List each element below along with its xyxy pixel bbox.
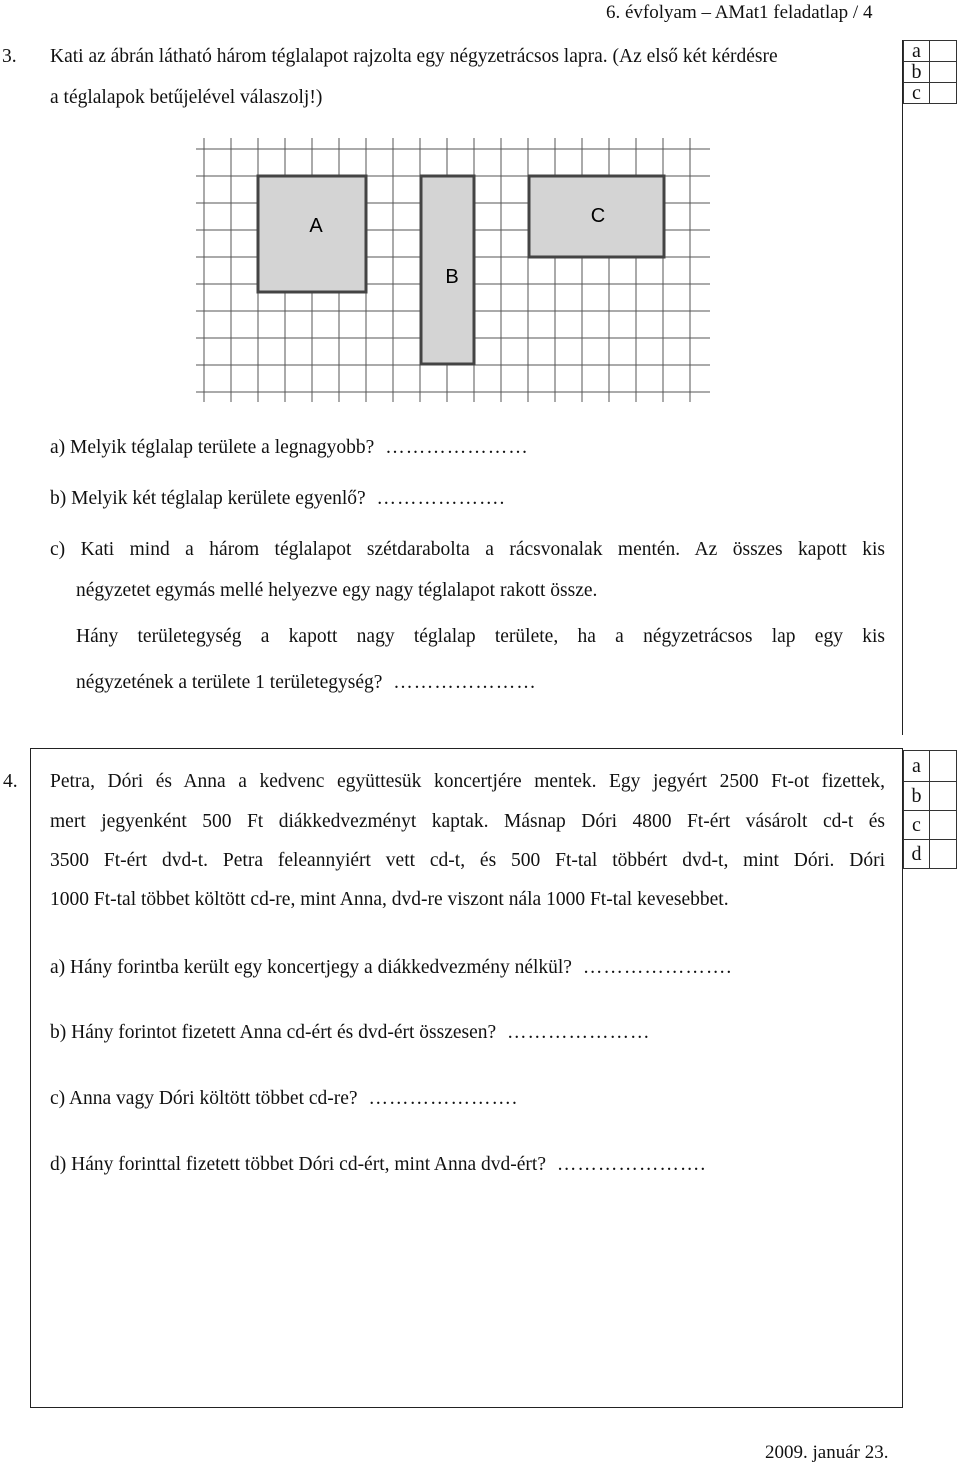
task4-answer-a-blank[interactable]: …………………. xyxy=(582,957,733,978)
task3-question-a xyxy=(50,437,529,459)
score-label-c: c xyxy=(904,83,930,104)
score-cell xyxy=(930,41,957,62)
rectangle-c-label: C xyxy=(590,205,606,227)
score-label-c: c xyxy=(904,811,930,840)
task4-question-d xyxy=(50,1154,706,1176)
score-cell xyxy=(930,83,957,104)
score-cell xyxy=(930,811,957,840)
score-cell xyxy=(930,751,957,782)
task3-question-c-line4-text: négyzetének a területe 1 területegység? xyxy=(76,672,383,693)
task3-intro-line1: Kati az ábrán látható három téglalapot rajzolta egy négyzetrácsos lapra. (Az első két kérdésre xyxy=(50,46,778,67)
task4-text-line4: 1000 Ft-tal többet költött cd-re, mint Anna, dvd-re viszont nála 1000 Ft-tal kevesebbet. xyxy=(50,889,729,910)
task4-question-c xyxy=(50,1088,518,1110)
rectangles-grid-figure xyxy=(196,138,710,402)
task4-question-c-text: c) Anna vagy Dóri költött többet cd-re? xyxy=(50,1088,358,1109)
task4-answer-d-blank[interactable]: …………………. xyxy=(556,1154,707,1175)
task3-question-c-line4 xyxy=(76,672,537,694)
task3-answer-c-blank[interactable]: ………………… xyxy=(393,672,537,693)
rectangle-a-label: A xyxy=(309,215,323,237)
task3-question-c-line3: Hány területegység a kapott nagy téglalap területe, ha a négyzetrácsos lap egy kis xyxy=(76,626,885,647)
score-cell xyxy=(930,782,957,811)
page-footer: 2009. január 23. xyxy=(765,1442,889,1463)
task4-question-a xyxy=(50,957,732,979)
task3-question-b-text: b) Melyik két téglalap kerülete egyenlő? xyxy=(50,488,366,509)
task4-frame xyxy=(30,748,903,1408)
task4-question-a-text: a) Hány forintba került egy koncertjegy a diákkedvezmény nélkül? xyxy=(50,957,572,978)
task3-score-grid xyxy=(903,40,957,104)
score-label-a: a xyxy=(904,751,930,782)
task4-answer-c-blank[interactable]: …………………. xyxy=(368,1088,518,1109)
score-label-b: b xyxy=(904,62,930,83)
score-cell xyxy=(930,840,957,869)
task3-question-c-line2: négyzetet egymás mellé helyezve egy nagy téglalapot rakott össze. xyxy=(76,580,598,601)
task4-score-grid xyxy=(903,750,957,869)
score-label-b: b xyxy=(904,782,930,811)
task4-answer-b-blank[interactable]: ………………… xyxy=(507,1022,651,1043)
score-label-a: a xyxy=(904,41,930,62)
task3-intro-line2: a téglalapok betűjelével válaszolj!) xyxy=(50,87,323,108)
task3-question-b xyxy=(50,488,505,510)
task4-text-line3: 3500 Ft-ért dvd-t. Petra feleannyiért vett cd-t, és 500 Ft-tal többért dvd-t, mint Dóri. Dóri xyxy=(50,850,885,871)
task4-question-b-text: b) Hány forintot fizetett Anna cd-ért és dvd-ért összesen? xyxy=(50,1022,497,1043)
task4-number: 4. xyxy=(3,771,18,792)
score-cell xyxy=(930,62,957,83)
task3-number: 3. xyxy=(2,46,17,67)
task4-question-b xyxy=(50,1022,651,1044)
page-header: 6. évfolyam – AMat1 feladatlap / 4 xyxy=(606,2,873,23)
task4-question-d-text: d) Hány forinttal fizetett többet Dóri cd-ért, mint Anna dvd-ért? xyxy=(50,1154,547,1175)
rectangle-b-label: B xyxy=(445,266,459,288)
task4-text-line2: mert jegyenként 500 Ft diákkedvezményt kaptak. Másnap Dóri 4800 Ft-ért vásárolt cd-t és xyxy=(50,811,885,832)
score-label-d: d xyxy=(904,840,930,869)
task4-text-line1: Petra, Dóri és Anna a kedvenc együttesük koncertjére mentek. Egy jegyért 2500 Ft-ot fizettek, xyxy=(50,771,885,792)
task3-answer-a-blank[interactable]: ………………… xyxy=(385,437,529,458)
task3-answer-b-blank[interactable]: ………………. xyxy=(376,488,506,509)
task3-question-a-text: a) Melyik téglalap területe a legnagyobb? xyxy=(50,437,375,458)
task3-question-c-line1: c) Kati mind a három téglalapot szétdarabolta a rácsvonalak mentén. Az összes kapott kis xyxy=(50,539,885,560)
